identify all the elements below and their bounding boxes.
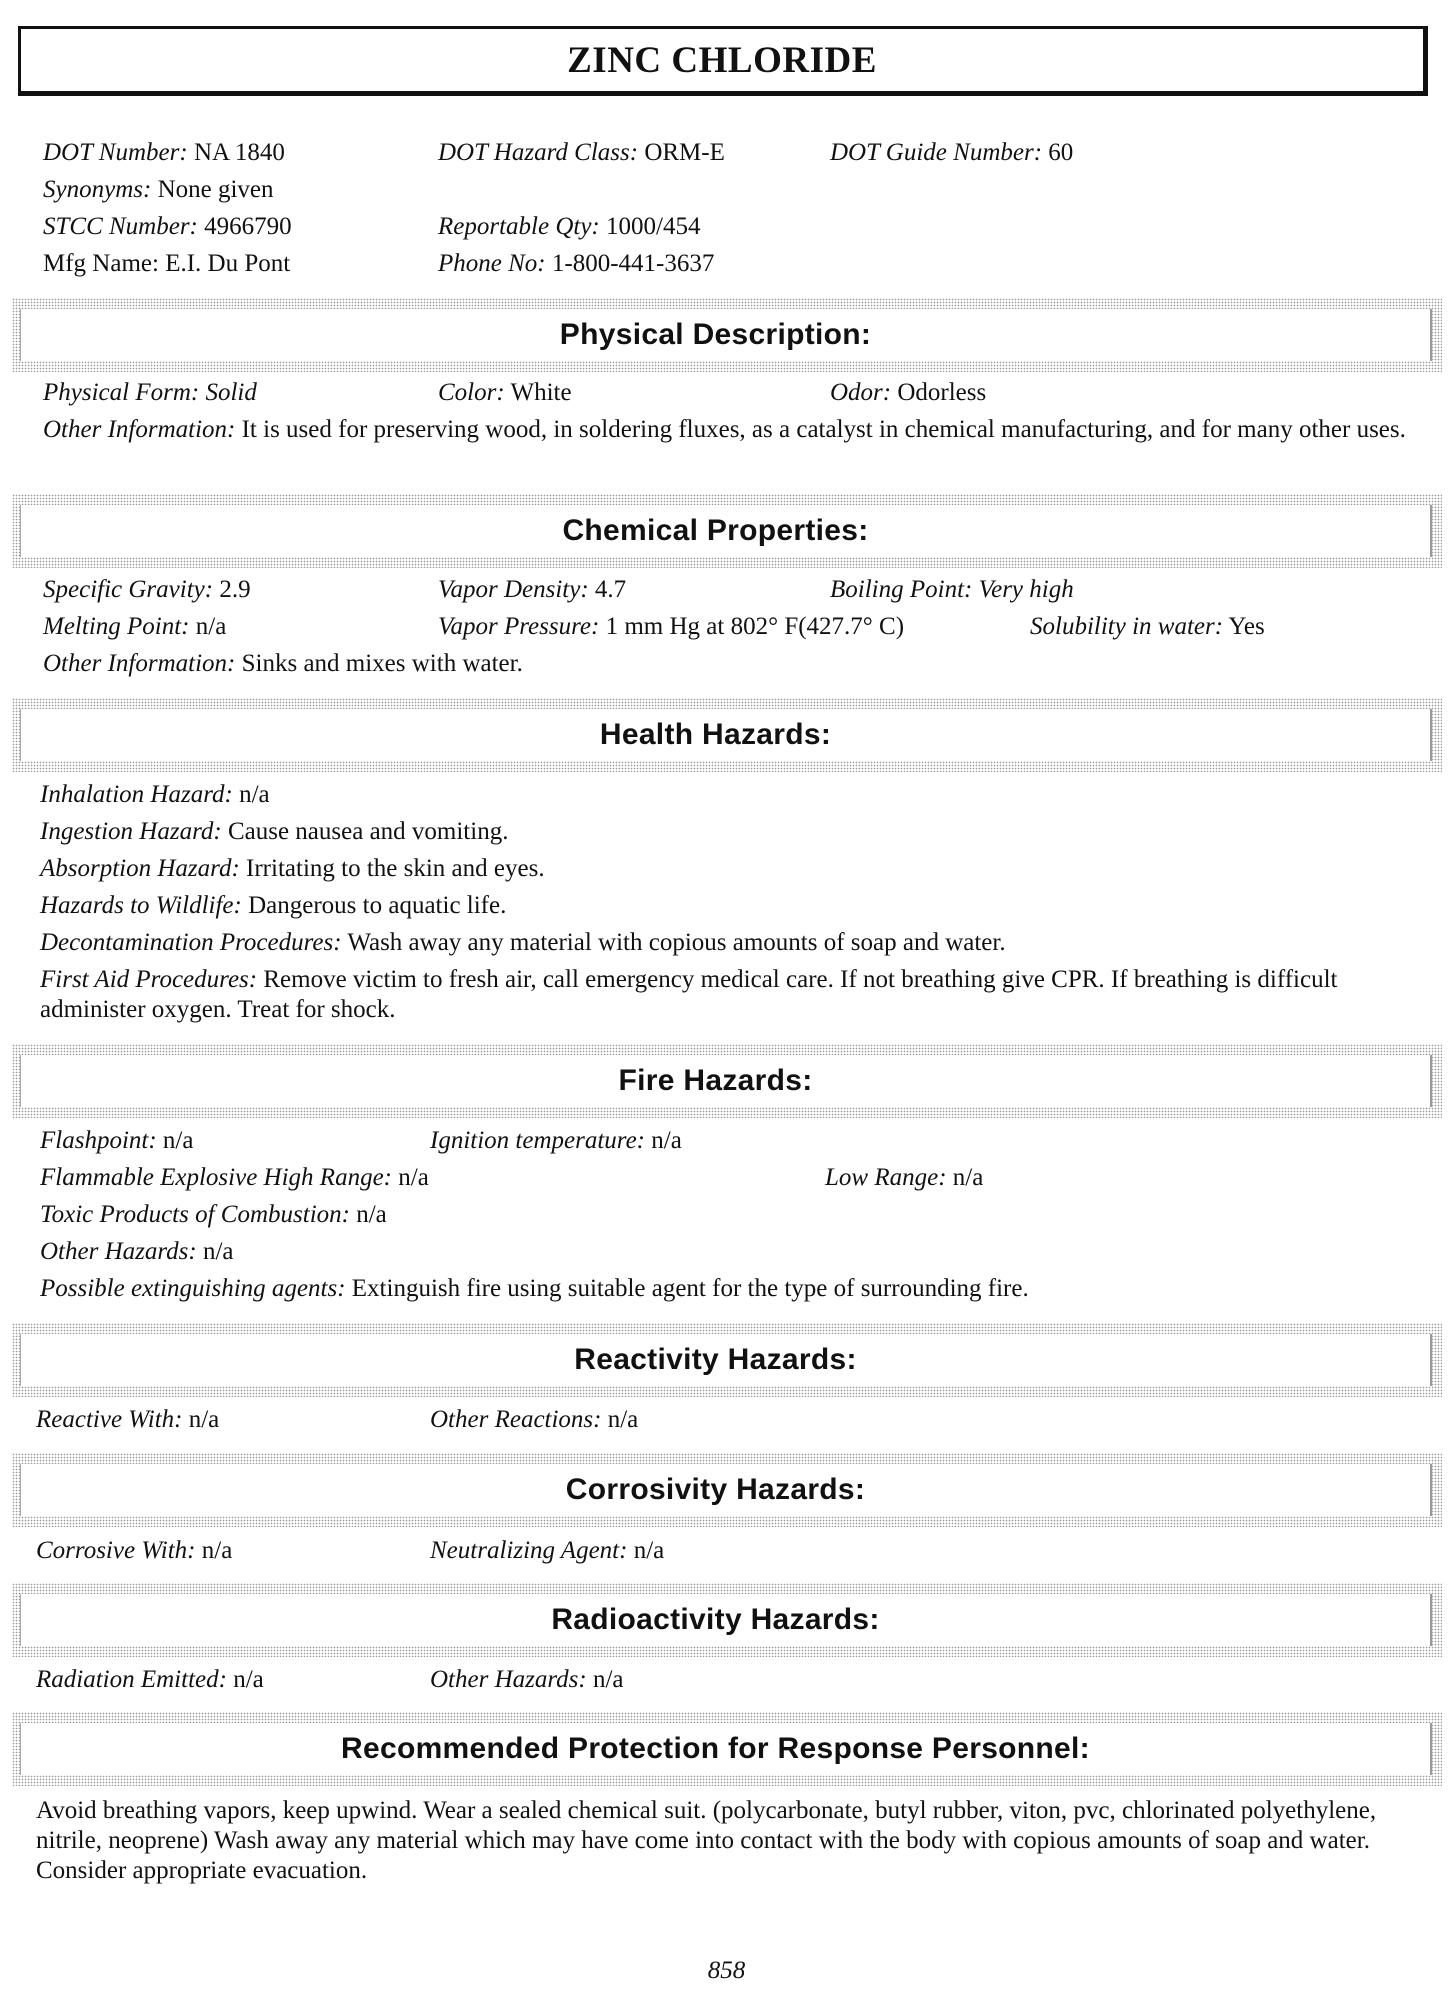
title-box	[18, 26, 1428, 96]
vapor-density: Vapor Density: 4.7	[438, 576, 627, 603]
absorption-hazard: Absorption Hazard: Irritating to the skin and eyes.	[40, 855, 545, 882]
health-heading: Health Hazards:	[599, 718, 832, 751]
protection-heading-band	[12, 1712, 1442, 1786]
chemical-heading-band	[12, 494, 1442, 568]
dot-number: DOT Number: NA 1840	[43, 139, 285, 166]
protection-text: Avoid breathing vapors, keep upwind. Wear a sealed chemical suit. (polycarbonate, butyl rubber, viton, pvc, chlorinated polyethylene, nitrile, neoprene) Wash away any material which may have come into contact with the body with copious amounts of soap and water. Consider appropriate evacuation.	[36, 1797, 1377, 1884]
radioactivity-heading: Radioactivity Hazards:	[551, 1603, 880, 1636]
mfg-name: Mfg Name: E.I. Du Pont	[43, 250, 291, 277]
wildlife-hazard: Hazards to Wildlife: Dangerous to aquatic life.	[40, 892, 507, 919]
page-title: ZINC CHLORIDE	[567, 39, 877, 81]
dot-guide-number: DOT Guide Number: 60	[830, 139, 1074, 166]
toxic-products: Toxic Products of Combustion: n/a	[40, 1201, 387, 1228]
reactivity-heading-band	[12, 1323, 1442, 1397]
corrosivity-heading: Corrosivity Hazards:	[565, 1473, 866, 1506]
corrosive-with: Corrosive With: n/a	[36, 1537, 233, 1564]
specific-gravity: Specific Gravity: 2.9	[43, 576, 251, 603]
physical-other-info: Other Information: It is used for preserving wood, in soldering fluxes, as a catalyst in chemical manufacturing, and for many other uses.	[43, 416, 1406, 443]
physical-heading-band	[12, 298, 1442, 372]
fire-other-hazards: Other Hazards: n/a	[40, 1238, 234, 1265]
reactivity-heading: Reactivity Hazards:	[574, 1343, 857, 1376]
chemical-other-info: Other Information: Sinks and mixes with water.	[43, 650, 523, 677]
fire-heading-band	[12, 1044, 1442, 1118]
dot-hazard-class: DOT Hazard Class: ORM-E	[438, 139, 725, 166]
vapor-pressure: Vapor Pressure: 1 mm Hg at 802° F(427.7° C)	[438, 613, 905, 640]
stcc-number: STCC Number: 4966790	[43, 213, 292, 240]
decontamination-procedures: Decontamination Procedures: Wash away any material with copious amounts of soap and water.	[40, 929, 1006, 956]
low-range: Low Range: n/a	[825, 1164, 984, 1191]
chemical-heading: Chemical Properties:	[562, 514, 869, 547]
inhalation-hazard: Inhalation Hazard: n/a	[40, 781, 270, 808]
corrosivity-heading-band	[12, 1453, 1442, 1527]
flammable-high-range: Flammable Explosive High Range: n/a	[40, 1164, 429, 1191]
protection-heading: Recommended Protection for Response Personnel:	[341, 1732, 1090, 1765]
synonyms: Synonyms: None given	[43, 176, 274, 203]
reactive-with: Reactive With: n/a	[36, 1406, 220, 1433]
boiling-point: Boiling Point: Very high	[830, 576, 1074, 603]
other-reactions: Other Reactions: n/a	[430, 1406, 639, 1433]
radiation-emitted: Radiation Emitted: n/a	[36, 1666, 264, 1693]
solubility: Solubility in water: Yes	[1030, 613, 1265, 640]
odor: Odor: Odorless	[830, 379, 987, 406]
health-heading-band	[12, 698, 1442, 772]
extinguishing-agents: Possible extinguishing agents: Extinguish fire using suitable agent for the type of surrounding fire.	[40, 1275, 1029, 1302]
radio-other-hazards: Other Hazards: n/a	[430, 1666, 624, 1693]
page-number: 858	[707, 1957, 746, 1984]
ignition-temperature: Ignition temperature: n/a	[430, 1127, 682, 1154]
melting-point: Melting Point: n/a	[43, 613, 227, 640]
physical-form: Physical Form: Solid	[43, 379, 257, 406]
flashpoint: Flashpoint: n/a	[40, 1127, 194, 1154]
physical-heading: Physical Description:	[559, 318, 872, 351]
neutralizing-agent: Neutralizing Agent: n/a	[430, 1537, 665, 1564]
color: Color: White	[438, 379, 572, 406]
first-aid-procedures: First Aid Procedures: Remove victim to fresh air, call emergency medical care. If not breathing give CPR. If breathing is difficult administer oxygen. Treat for shock.	[40, 966, 1338, 1023]
reportable-qty: Reportable Qty: 1000/454	[438, 213, 701, 240]
fire-heading: Fire Hazards:	[618, 1064, 813, 1097]
ingestion-hazard: Ingestion Hazard: Cause nausea and vomiting.	[40, 818, 509, 845]
phone-number: Phone No: 1-800-441-3637	[438, 250, 715, 277]
radioactivity-heading-band	[12, 1583, 1442, 1657]
